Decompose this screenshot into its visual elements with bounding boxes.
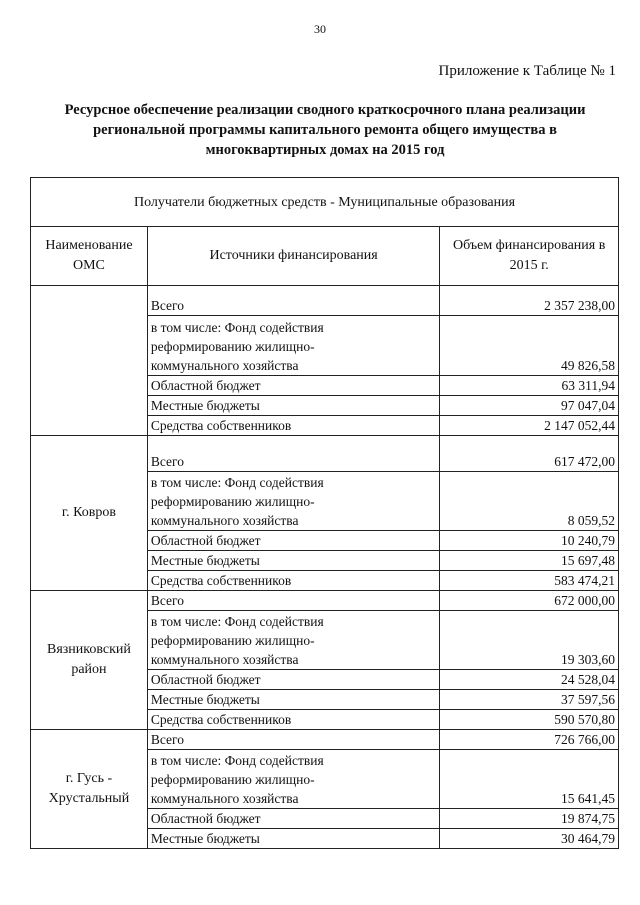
funding-source: Местные бюджеты bbox=[147, 396, 439, 416]
table-row bbox=[31, 591, 619, 611]
oms-name bbox=[31, 286, 148, 436]
funding-amount: 37 597,56 bbox=[440, 690, 619, 710]
funding-amount: 617 472,00 bbox=[440, 436, 619, 472]
funding-amount: 19 303,60 bbox=[440, 611, 619, 670]
funding-source: Местные бюджеты bbox=[147, 551, 439, 571]
funding-amount: 63 311,94 bbox=[440, 376, 619, 396]
oms-name: г. Ковров bbox=[31, 436, 148, 591]
funding-source: Средства собственников bbox=[147, 571, 439, 591]
funding-amount: 583 474,21 bbox=[440, 571, 619, 591]
funding-amount: 2 147 052,44 bbox=[440, 416, 619, 436]
appendix-label: Приложение к Таблице № 1 bbox=[438, 63, 616, 79]
column-header-source: Источники финансирования bbox=[147, 227, 439, 286]
funding-amount: 15 697,48 bbox=[440, 551, 619, 571]
funding-amount: 49 826,58 bbox=[440, 316, 619, 376]
funding-amount: 24 528,04 bbox=[440, 670, 619, 690]
oms-name: Вязниковский район bbox=[31, 591, 148, 730]
funding-amount: 15 641,45 bbox=[440, 750, 619, 809]
table-row bbox=[31, 436, 619, 472]
funding-source: Средства собственников bbox=[147, 710, 439, 730]
funding-source: в том числе: Фонд содействия реформированию жилищно-коммунального хозяйства bbox=[147, 316, 439, 376]
funding-source: Областной бюджет bbox=[147, 809, 439, 829]
funding-amount: 726 766,00 bbox=[440, 730, 619, 750]
funding-source: в том числе: Фонд содействия реформированию жилищно-коммунального хозяйства bbox=[147, 750, 439, 809]
funding-amount: 672 000,00 bbox=[440, 591, 619, 611]
funding-amount: 590 570,80 bbox=[440, 710, 619, 730]
funding-source: Местные бюджеты bbox=[147, 690, 439, 710]
funding-amount: 30 464,79 bbox=[440, 829, 619, 849]
oms-name: г. Гусь - Хрустальный bbox=[31, 730, 148, 849]
funding-source: в том числе: Фонд содействия реформированию жилищно-коммунального хозяйства bbox=[147, 472, 439, 531]
column-header-oms: Наименование ОМС bbox=[31, 227, 148, 286]
funding-source: Всего bbox=[147, 436, 439, 472]
column-header-amount: Объем финансирования в 2015 г. bbox=[440, 227, 619, 286]
funding-source: Всего bbox=[147, 730, 439, 750]
funding-amount: 19 874,75 bbox=[440, 809, 619, 829]
funding-source: Всего bbox=[147, 591, 439, 611]
funding-source: Областной бюджет bbox=[147, 376, 439, 396]
funding-source: Всего bbox=[147, 286, 439, 316]
funding-source: Областной бюджет bbox=[147, 670, 439, 690]
page-number: 30 bbox=[314, 22, 326, 36]
section-header: Получатели бюджетных средств - Муниципальные образования bbox=[31, 178, 619, 227]
funding-table bbox=[30, 177, 619, 849]
table-row bbox=[31, 730, 619, 750]
funding-amount: 2 357 238,00 bbox=[440, 286, 619, 316]
funding-amount: 97 047,04 bbox=[440, 396, 619, 416]
document-title bbox=[40, 100, 610, 160]
table-row bbox=[31, 286, 619, 316]
title-line: многоквартирных домах на 2015 год bbox=[205, 142, 445, 158]
funding-source: Средства собственников bbox=[147, 416, 439, 436]
funding-amount: 8 059,52 bbox=[440, 472, 619, 531]
funding-source: в том числе: Фонд содействия реформированию жилищно-коммунального хозяйства bbox=[147, 611, 439, 670]
funding-source: Местные бюджеты bbox=[147, 829, 439, 849]
title-line: Ресурсное обеспечение реализации сводного краткосрочного плана реализации bbox=[64, 102, 586, 118]
funding-amount: 10 240,79 bbox=[440, 531, 619, 551]
funding-source: Областной бюджет bbox=[147, 531, 439, 551]
title-line: региональной программы капитального ремонта общего имущества в bbox=[93, 122, 557, 138]
